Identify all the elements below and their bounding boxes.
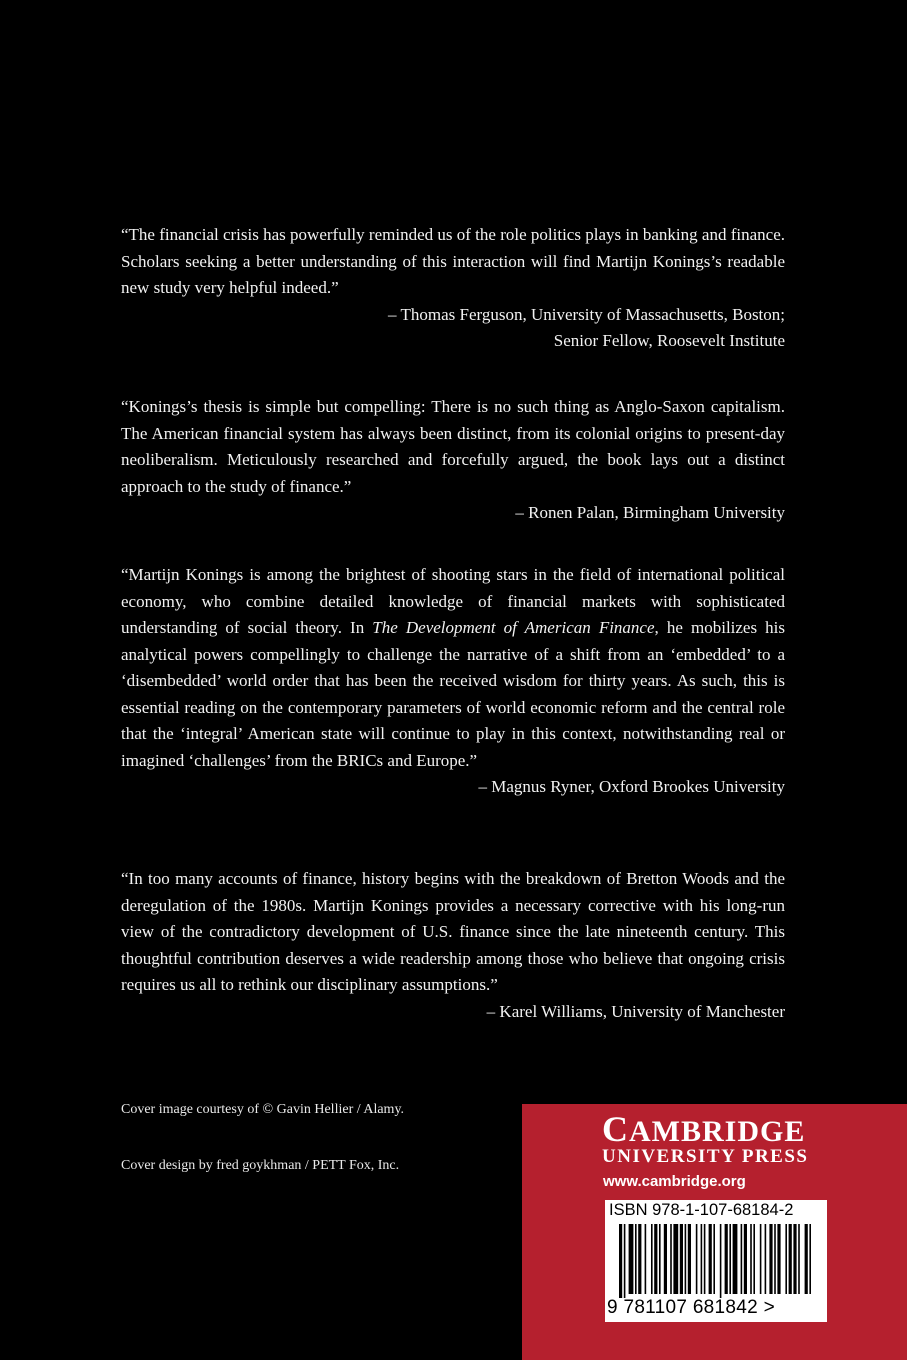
blurb-quote: “The financial crisis has powerfully reminded us of the role politics plays in banking and finance. Scholars seeking a better understanding of this interaction will find Martijn Konings’s readable new study very helpful indeed.” <box>121 225 785 297</box>
blurb-ferguson <box>121 222 785 355</box>
barcode-bar <box>704 1224 706 1294</box>
barcode-digits: 9 781107 681842 > <box>607 1297 775 1318</box>
barcode-bar <box>765 1224 767 1294</box>
barcode-bar <box>741 1224 743 1294</box>
barcode-bar <box>654 1224 657 1294</box>
blurb-quote: “In too many accounts of finance, history begins with the breakdown of Bretton Woods and the deregulation of the 1980s. Martijn Konings provides a necessary corrective with his long-run view of the contradictory development of U.S. finance since the late nineteenth century. This thoughtful contribution deserves a wide readership among those who believe that ongoing crisis requires us all to rethink our disciplinary assumptions.” <box>121 869 785 994</box>
barcode <box>605 1200 827 1322</box>
blurb-palan <box>121 394 785 527</box>
cover-image-credit: Cover image courtesy of © Gavin Hellier / Alamy. <box>121 1102 405 1117</box>
blurb-ryner <box>121 562 785 801</box>
blurb-williams <box>121 866 785 1025</box>
blurb-attribution: – Magnus Ryner, Oxford Brookes University <box>478 777 785 796</box>
barcode-bar <box>729 1224 731 1294</box>
blurb-attribution: – Thomas Ferguson, University of Massachusetts, Boston; Senior Fellow, Roosevelt Institute <box>388 304 785 350</box>
barcode-bar <box>750 1224 752 1294</box>
barcode-bar <box>673 1224 678 1294</box>
barcode-bar <box>659 1224 661 1294</box>
barcode-bar <box>664 1224 667 1294</box>
barcode-bar <box>645 1224 647 1294</box>
barcode-bar <box>638 1224 641 1294</box>
blurb-quote-part1: “Martijn Konings is among the brightest of shooting stars in the field of international political economy, who combine detailed knowledge of financial markets with sophisticated understanding of social theory. In <box>121 565 785 637</box>
cover-design-credit: Cover design by fred goykhman / PETT Fox, Inc. <box>121 1158 400 1173</box>
barcode-bar <box>793 1224 796 1294</box>
blurb-quote <box>121 562 785 774</box>
publisher-panel <box>522 1104 907 1360</box>
book-title: The Development of American Finance <box>372 618 655 637</box>
barcode-bar <box>789 1224 792 1294</box>
blurb-attribution: – Karel Williams, University of Manchester <box>486 1001 785 1021</box>
barcode-bar <box>785 1224 787 1294</box>
barcode-bar <box>651 1224 653 1294</box>
barcode-bar <box>805 1224 808 1294</box>
barcode-bar <box>701 1224 703 1294</box>
barcode-bar <box>744 1224 747 1294</box>
barcode-bar <box>688 1224 691 1294</box>
barcode-bar <box>696 1224 698 1294</box>
barcode-bar <box>713 1224 715 1294</box>
barcode-bar <box>680 1224 683 1294</box>
barcode-bar <box>725 1224 728 1294</box>
barcode-bar <box>635 1224 637 1294</box>
barcode-bar <box>777 1224 780 1294</box>
blurb-attribution: – Ronen Palan, Birmingham University <box>515 503 785 522</box>
barcode-bar <box>753 1224 755 1294</box>
blurb-quote: “Konings’s thesis is simple but compelling: There is no such thing as Anglo-Saxon capitalism. The American financial system has always been distinct, from its colonial origins to present-day neoliberalism. Meticulously researched and forcefully argued, the book lays out a distinct approach to the study of finance.” <box>121 397 785 496</box>
isbn-label: ISBN 978-1-107-68184-2 <box>609 1201 794 1219</box>
barcode-bar <box>619 1224 622 1298</box>
publisher-url: www.cambridge.org <box>603 1173 746 1190</box>
barcode-bar <box>720 1224 722 1298</box>
barcode-bar <box>774 1224 776 1294</box>
barcode-bar <box>760 1224 762 1294</box>
barcode-bar <box>733 1224 738 1294</box>
barcode-bar <box>629 1224 634 1294</box>
barcode-bar <box>624 1224 626 1298</box>
barcode-bar <box>670 1224 672 1294</box>
publisher-name: CAMBRIDGE <box>602 1109 806 1149</box>
barcode-bar <box>809 1224 811 1294</box>
barcode-bar <box>798 1224 800 1294</box>
barcode-bar <box>685 1224 687 1294</box>
blurb-quote-part2: , he mobilizes his analytical powers compellingly to challenge the narrative of a shift from an ‘embedded’ to a ‘disembedded’ world order that has been the received wisdom for thirty years. As such, this is essential reading on the contemporary parameters of world economic reform and the central role that the ‘integral’ American state will continue to play in this context, notwithstanding real or imagined ‘challenges’ from the BRICs and Europe.” <box>121 618 786 770</box>
barcode-bar <box>709 1224 712 1294</box>
publisher-press: UNIVERSITY PRESS <box>602 1146 809 1167</box>
barcode-bar <box>769 1224 772 1294</box>
